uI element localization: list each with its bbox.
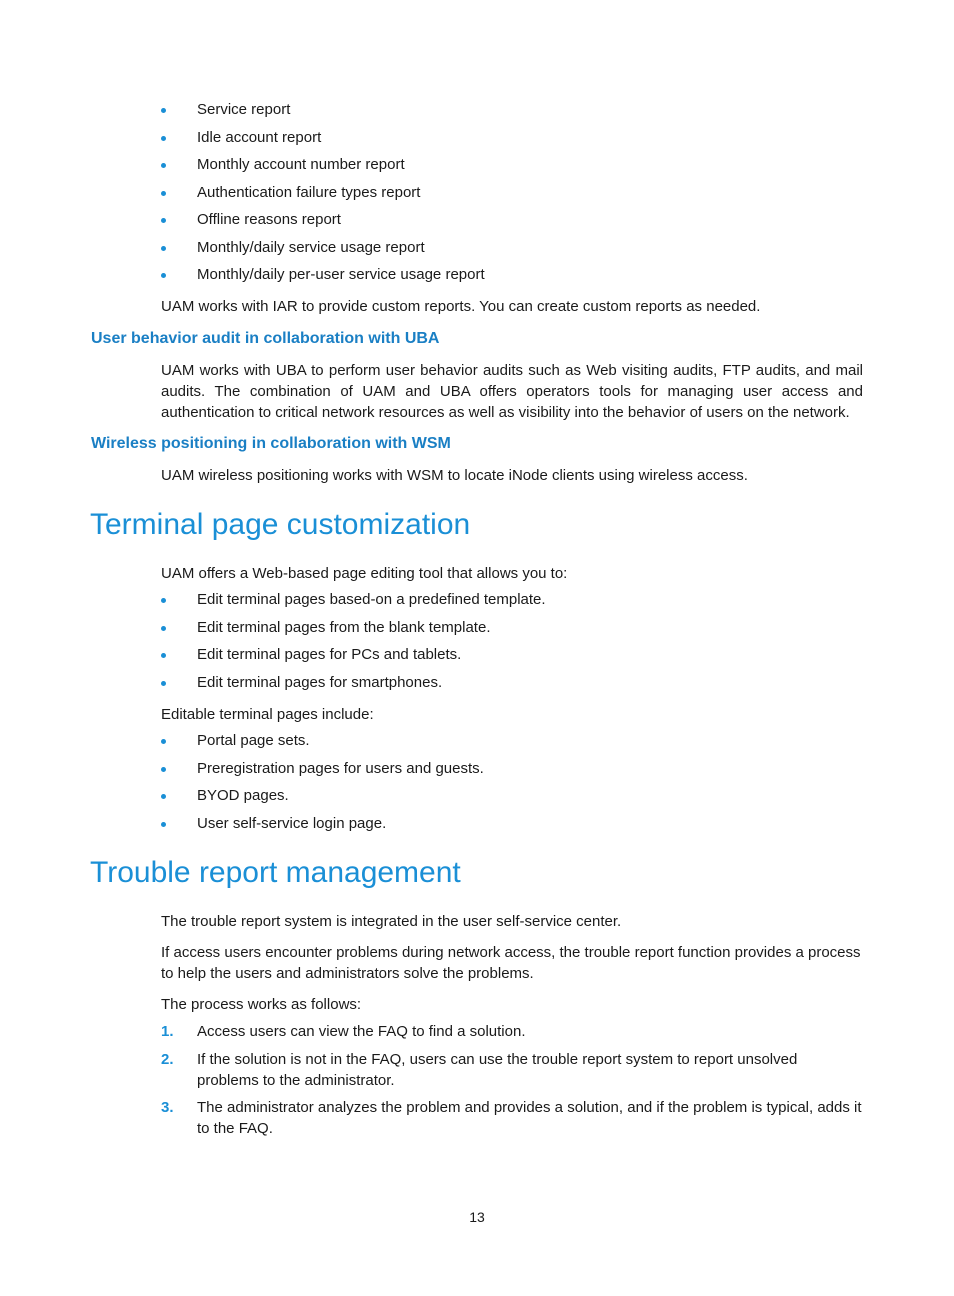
list-item: Portal page sets. (0, 731, 954, 759)
bullet-icon (161, 136, 166, 141)
step-text: Access users can view the FAQ to find a solution. (197, 1023, 526, 1040)
trouble-paragraph-2: If access users encounter problems during network access, the trouble report function provides a process to help the users and administrators solve the problems. (161, 944, 861, 982)
bullet-icon (161, 626, 166, 631)
editable-intro: Editable terminal pages include: (161, 706, 374, 723)
list-item: Idle account report (0, 128, 954, 156)
trouble-section-title: Trouble report management (90, 856, 461, 889)
list-item: Monthly/daily per-user service usage report (0, 265, 954, 293)
custom-reports-paragraph: UAM works with IAR to provide custom reports. You can create custom reports as needed. (161, 298, 761, 315)
bullet-icon (161, 246, 166, 251)
terminal-section-title: Terminal page customization (90, 508, 471, 541)
list-item: Offline reasons report (0, 210, 954, 238)
list-item: Authentication failure types report (0, 183, 954, 211)
list-item: Monthly account number report (0, 155, 954, 183)
uba-paragraph: UAM works with UBA to perform user behavior audits such as Web visiting audits, FTP audits, and mail audits. The combination of UAM and UBA offers operators tools for managing user access and authentication to critical network resources as well as visibility into the behavior of users on the network. (161, 362, 863, 421)
trouble-paragraph-3: The process works as follows: (161, 996, 362, 1013)
step-number: 2. (161, 1051, 174, 1068)
bullet-icon (161, 767, 166, 772)
list-item: Edit terminal pages for smartphones. (0, 673, 954, 701)
bullet-icon (161, 273, 166, 278)
wsm-paragraph: UAM wireless positioning works with WSM to locate iNode clients using wireless access. (161, 467, 748, 484)
step-text: If the solution is not in the FAQ, users can use the trouble report system to report unsolved problems to the administrator. (197, 1051, 798, 1089)
list-item: Edit terminal pages for PCs and tablets. (0, 645, 954, 673)
list-item: User self-service login page. (0, 814, 954, 842)
bullet-icon (161, 822, 166, 827)
list-item: Edit terminal pages based-on a predefined template. (0, 590, 954, 618)
bullet-icon (161, 653, 166, 658)
terminal-intro: UAM offers a Web-based page editing tool that allows you to: (161, 565, 568, 582)
process-step (0, 1049, 954, 1091)
process-step (0, 1097, 954, 1139)
step-number: 1. (161, 1023, 174, 1040)
list-item: Monthly/daily service usage report (0, 238, 954, 266)
bullet-icon (161, 598, 166, 603)
bullet-icon (161, 191, 166, 196)
wsm-heading: Wireless positioning in collaboration with WSM (91, 435, 451, 452)
list-item: BYOD pages. (0, 786, 954, 814)
step-number: 3. (161, 1099, 174, 1116)
bullet-icon (161, 739, 166, 744)
bullet-icon (161, 681, 166, 686)
bullet-icon (161, 108, 166, 113)
list-item: Preregistration pages for users and guests. (0, 759, 954, 787)
bullet-icon (161, 218, 166, 223)
step-text: The administrator analyzes the problem and provides a solution, and if the problem is typical, adds it to the FAQ. (197, 1099, 862, 1137)
bullet-icon (161, 163, 166, 168)
page-number: 13 (469, 1209, 485, 1225)
list-item: Service report (0, 100, 954, 128)
report-list (0, 100, 954, 293)
trouble-paragraph-1: The trouble report system is integrated in the user self-service center. (161, 913, 622, 930)
editable-list (0, 731, 954, 841)
list-item: Edit terminal pages from the blank template. (0, 618, 954, 646)
edit-list (0, 590, 954, 700)
process-step (0, 1021, 954, 1042)
uba-heading: User behavior audit in collaboration with UBA (91, 330, 440, 347)
bullet-icon (161, 794, 166, 799)
